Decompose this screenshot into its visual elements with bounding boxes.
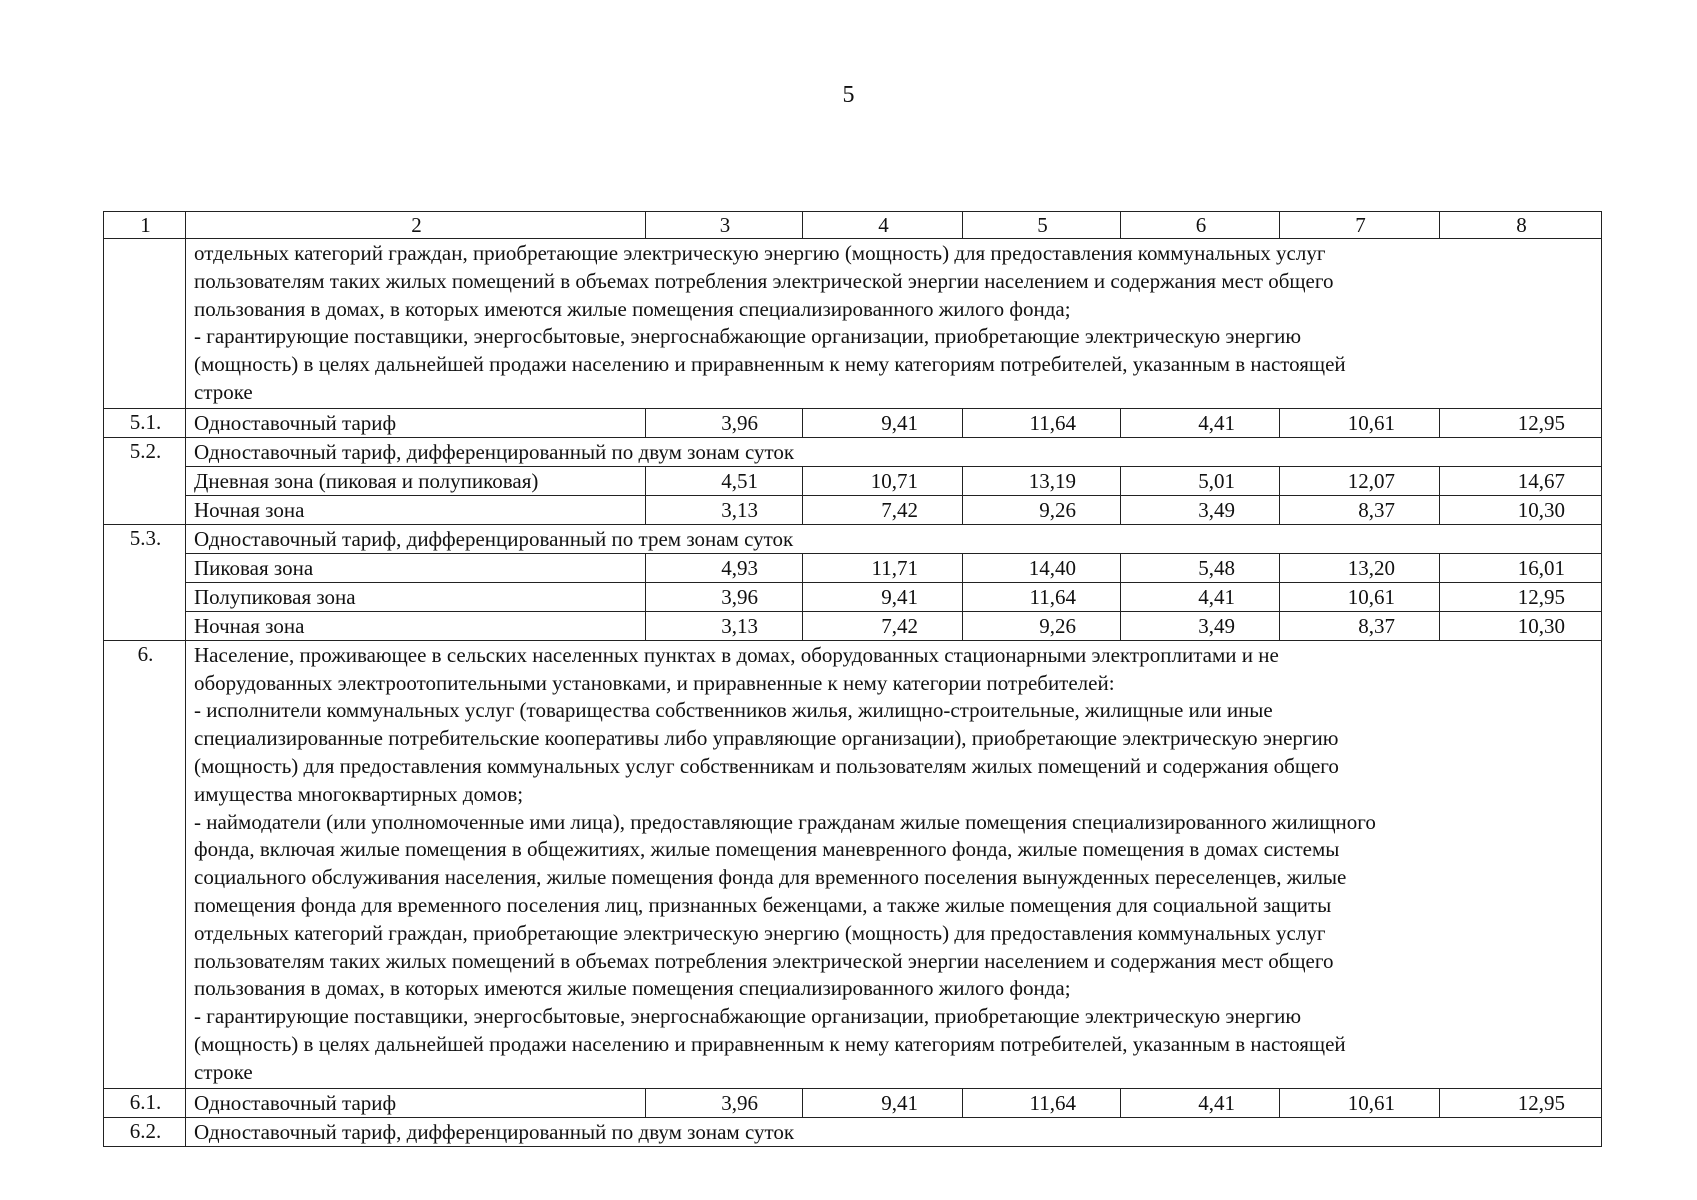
tariff-value: 9,26 xyxy=(963,611,1121,640)
tariff-group-title: Одноставочный тариф, дифференцированный по трем зонам суток xyxy=(186,524,1602,553)
text-line: пользователям таких жилых помещений в объемах потребления электрической энергии населением и содержания мест общего xyxy=(194,948,1334,973)
tariff-value: 9,41 xyxy=(803,1088,963,1117)
tariff-value: 8,37 xyxy=(1280,611,1440,640)
table-row-6 xyxy=(104,640,1602,1088)
tariff-value: 3,96 xyxy=(646,408,803,437)
tariff-value: 11,64 xyxy=(963,408,1121,437)
tariff-value: 11,71 xyxy=(803,553,963,582)
tariff-value: 10,30 xyxy=(1440,611,1602,640)
tariff-value: 12,95 xyxy=(1440,408,1602,437)
table-row-5-1 xyxy=(104,408,1602,437)
text-line: строке xyxy=(194,379,253,404)
column-number: 3 xyxy=(646,212,803,239)
consumer-category-description xyxy=(186,640,1602,1088)
tariff-value: 5,48 xyxy=(1121,553,1280,582)
text-line: фонда, включая жилые помещения в общежитиях, жилые помещения маневренного фонда, жилые помещения в домах системы xyxy=(194,837,1340,862)
tariff-name: Одноставочный тариф xyxy=(186,1088,646,1117)
tariff-value: 4,93 xyxy=(646,553,803,582)
page-number: 5 xyxy=(842,82,855,108)
tariff-value: 3,49 xyxy=(1121,611,1280,640)
tariff-value: 3,49 xyxy=(1121,495,1280,524)
text-line: пользования в домах, в которых имеются жилые помещения специализированного жилого фонда; xyxy=(194,296,1071,321)
text-line: (мощность) для предоставления коммунальных услуг собственникам и пользователям жилых помещений и содержания общего xyxy=(194,753,1339,778)
text-line: Население, проживающее в сельских населенных пунктах в домах, оборудованных стационарными электроплитами и не xyxy=(194,642,1279,667)
row-number: 6.2. xyxy=(104,1117,186,1146)
column-number-header-row xyxy=(104,212,1602,239)
text-line: - гарантирующие поставщики, энергосбытовые, энергоснабжающие организации, приобретающие электрическую энергию xyxy=(194,324,1302,349)
column-number: 2 xyxy=(186,212,646,239)
tariff-zone-name: Ночная зона xyxy=(186,495,646,524)
text-line: специализированные потребительские кооперативы либо управляющие организации), приобретающие электрическую энергию xyxy=(194,726,1339,751)
tariff-value: 9,41 xyxy=(803,408,963,437)
column-number: 5 xyxy=(963,212,1121,239)
row-number-empty xyxy=(104,239,186,409)
row-number: 6. xyxy=(104,640,186,1088)
column-number: 1 xyxy=(104,212,186,239)
row-number: 6.1. xyxy=(104,1088,186,1117)
tariff-value: 9,26 xyxy=(963,495,1121,524)
text-line: социального обслуживания населения, жилые помещения фонда для временного поселения вынужденных переселенцев, жилые xyxy=(194,865,1347,890)
tariff-value: 8,37 xyxy=(1280,495,1440,524)
table-row-5-3-peak xyxy=(104,553,1602,582)
tariff-value: 3,13 xyxy=(646,611,803,640)
table-row-5-2-night xyxy=(104,495,1602,524)
tariff-name: Одноставочный тариф xyxy=(186,408,646,437)
table-row-5-3-night xyxy=(104,611,1602,640)
tariff-value: 3,13 xyxy=(646,495,803,524)
column-number: 8 xyxy=(1440,212,1602,239)
table-row-5-3-semi-peak xyxy=(104,582,1602,611)
table-row-6-1 xyxy=(104,1088,1602,1117)
tariff-zone-name: Дневная зона (пиковая и полупиковая) xyxy=(186,466,646,495)
tariff-value: 4,41 xyxy=(1121,408,1280,437)
tariff-value: 3,96 xyxy=(646,1088,803,1117)
text-line: пользователям таких жилых помещений в объемах потребления электрической энергии населением и содержания мест общего xyxy=(194,268,1334,293)
tariff-value: 10,61 xyxy=(1280,408,1440,437)
tariff-value: 13,20 xyxy=(1280,553,1440,582)
tariff-group-title: Одноставочный тариф, дифференцированный по двум зонам суток xyxy=(186,1117,1602,1146)
table-row-5-2 xyxy=(104,437,1602,466)
column-number: 7 xyxy=(1280,212,1440,239)
tariff-value: 7,42 xyxy=(803,495,963,524)
tariff-value: 4,41 xyxy=(1121,582,1280,611)
tariff-value: 13,19 xyxy=(963,466,1121,495)
tariff-value: 12,95 xyxy=(1440,1088,1602,1117)
column-number: 6 xyxy=(1121,212,1280,239)
tariff-zone-name: Ночная зона xyxy=(186,611,646,640)
table-row-5-2-day xyxy=(104,466,1602,495)
row-number: 5.2. xyxy=(104,437,186,524)
text-line: строке xyxy=(194,1059,253,1084)
tariff-zone-name: Пиковая зона xyxy=(186,553,646,582)
tariff-value: 12,07 xyxy=(1280,466,1440,495)
row-number: 5.3. xyxy=(104,524,186,640)
tariff-value: 4,51 xyxy=(646,466,803,495)
tariff-value: 11,64 xyxy=(963,1088,1121,1117)
tariff-value: 10,61 xyxy=(1280,582,1440,611)
text-line: (мощность) в целях дальнейшей продажи населению и приравненным к нему категориям потребителей, указанным в настоящей xyxy=(194,352,1346,377)
tariff-value: 7,42 xyxy=(803,611,963,640)
text-line: отдельных категорий граждан, приобретающие электрическую энергию (мощность) для предоставления коммунальных услуг xyxy=(194,241,1326,265)
tariff-value: 10,71 xyxy=(803,466,963,495)
tariff-value: 14,40 xyxy=(963,553,1121,582)
table-row-5-3 xyxy=(104,524,1602,553)
consumer-category-description xyxy=(186,239,1602,409)
text-line: оборудованных электроотопительными установками, и приравненные к нему категории потребителей: xyxy=(194,670,1115,695)
text-line: - наймодатели (или уполномоченные ими лица), предоставляющие гражданам жилые помещения специализированного жилищного xyxy=(194,809,1376,834)
table-row-6-2 xyxy=(104,1117,1602,1146)
text-line: отдельных категорий граждан, приобретающие электрическую энергию (мощность) для предоставления коммунальных услуг xyxy=(194,920,1326,945)
column-number: 4 xyxy=(803,212,963,239)
tariff-value: 9,41 xyxy=(803,582,963,611)
text-line: - исполнители коммунальных услуг (товарищества собственников жилья, жилищно-строительные, жилищные или иные xyxy=(194,698,1273,723)
text-line: помещения фонда для временного поселения лиц, признанных беженцами, а также жилые помещения для социальной защиты xyxy=(194,892,1332,917)
tariff-value: 16,01 xyxy=(1440,553,1602,582)
text-line: пользования в домах, в которых имеются жилые помещения специализированного жилого фонда; xyxy=(194,976,1071,1001)
tariff-value: 5,01 xyxy=(1121,466,1280,495)
tariff-value: 12,95 xyxy=(1440,582,1602,611)
row-number: 5.1. xyxy=(104,408,186,437)
text-line: - гарантирующие поставщики, энергосбытовые, энергоснабжающие организации, приобретающие электрическую энергию xyxy=(194,1004,1302,1029)
tariff-value: 14,67 xyxy=(1440,466,1602,495)
tariff-value: 11,64 xyxy=(963,582,1121,611)
text-line: имущества многоквартирных домов; xyxy=(194,781,524,806)
tariff-value: 3,96 xyxy=(646,582,803,611)
tariff-table xyxy=(103,211,1602,1147)
tariff-zone-name: Полупиковая зона xyxy=(186,582,646,611)
tariff-value: 10,61 xyxy=(1280,1088,1440,1117)
table-row-continuation xyxy=(104,239,1602,409)
tariff-group-title: Одноставочный тариф, дифференцированный по двум зонам суток xyxy=(186,437,1602,466)
tariff-value: 10,30 xyxy=(1440,495,1602,524)
tariff-value: 4,41 xyxy=(1121,1088,1280,1117)
text-line: (мощность) в целях дальнейшей продажи населению и приравненным к нему категориям потребителей, указанным в настоящей xyxy=(194,1031,1346,1056)
